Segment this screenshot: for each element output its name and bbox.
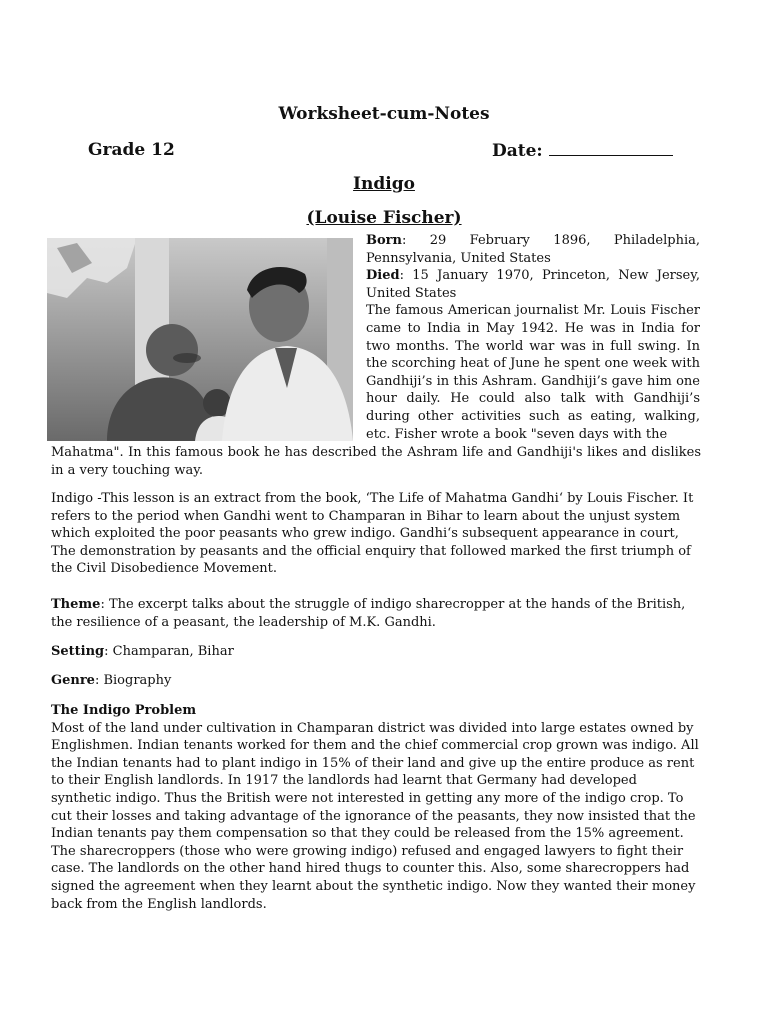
genre-text: : Biography bbox=[94, 673, 172, 688]
intro-paragraph: Indigo -This lesson is an extract from the book, ‘The Life of Mahatma Gandhi‘ by Louis Fischer. It refers to the period when Gandhi went to Champaran in Bihar to learn about the unjust system which exploited the poor peasants who grew indigo. Gandhi‘s subsequent appearance in court, The demonstration by peasants and the official enquiry that followed marked the first triumph of the Civil Disobedience Movement. bbox=[51, 491, 694, 577]
indigo-problem-heading: The Indigo Problem bbox=[51, 703, 197, 718]
born-line bbox=[366, 232, 700, 267]
date-field bbox=[492, 140, 673, 161]
lesson-author-text: (Louise Fischer) bbox=[306, 208, 462, 228]
setting-label: Setting bbox=[51, 644, 105, 659]
lesson-author bbox=[0, 208, 768, 228]
theme-section bbox=[51, 596, 701, 631]
bio-paragraph: The famous American journalist Mr. Louis Fischer came to India in May 1942. He was in India for two months. The world war was in full swing. In the scorching heat of June he spent one week with Gandhiji’s in this Ashram. Gandhiji’s gave him one hour daily. He could also talk with Gandhiji’s during other activities such as eating, walking, etc. Fisher wrote a book "seven days with the bbox=[366, 303, 700, 442]
genre-label: Genre bbox=[51, 673, 95, 688]
date-label: Date: bbox=[492, 141, 543, 161]
theme-label: Theme bbox=[51, 597, 101, 612]
date-blank-line bbox=[549, 140, 673, 156]
grade-label: Grade 12 bbox=[88, 140, 175, 160]
worksheet-title: Worksheet-cum-Notes bbox=[278, 104, 490, 124]
author-bio bbox=[366, 232, 700, 443]
born-label: Born bbox=[366, 233, 402, 248]
genre-section bbox=[51, 672, 701, 690]
died-label: Died bbox=[366, 268, 400, 284]
bio-paragraph-continued: Mahatma". In this famous book he has described the Ashram life and Gandhiji's likes and dislikes in a very touching way. bbox=[51, 445, 701, 478]
gandhi-fischer-photo bbox=[47, 238, 353, 441]
photo-illustration bbox=[47, 238, 353, 441]
indigo-problem-section bbox=[51, 702, 701, 913]
lesson-title-text: Indigo bbox=[353, 174, 415, 194]
died-text: : 15 January 1970, Princeton, New Jersey, United States bbox=[366, 268, 700, 301]
lesson-title bbox=[0, 174, 768, 194]
indigo-problem-text: Most of the land under cultivation in Champaran district was divided into large estates owned by Englishmen. Indian tenants worked for them and the chief commercial crop grown was indigo. All the Indian tenants had to plant indigo in 15% of their land and give up the entire produce as rent to their English landlords. In 1917 the landlords had learnt that Germany had developed synthetic indigo. Thus the British were not interested in getting any more of the indigo crop. To cut their losses and taking advantage of the ignorance of the peasants, they now insisted that the Indian tenants pay them compensation so that they could be released from the 15% agreement. The sharecroppers (those who were growing indigo) refused and engaged lawyers to fight their case. The landlords on the other hand hired thugs to counter this. Also, some sharecroppers had signed the agreement when they learnt about the synthetic indigo. Now they wanted their money back from the English landlords. bbox=[51, 720, 699, 912]
setting-text: : Champaran, Bihar bbox=[104, 644, 234, 659]
setting-section bbox=[51, 643, 701, 661]
theme-text: : The excerpt talks about the struggle of indigo sharecropper at the hands of the British, the resilience of a peasant, the leadership of M.K. Gandhi. bbox=[51, 597, 686, 630]
born-text: : 29 February 1896, Philadelphia, Pennsylvania, United States bbox=[366, 233, 700, 266]
died-line bbox=[366, 267, 700, 302]
